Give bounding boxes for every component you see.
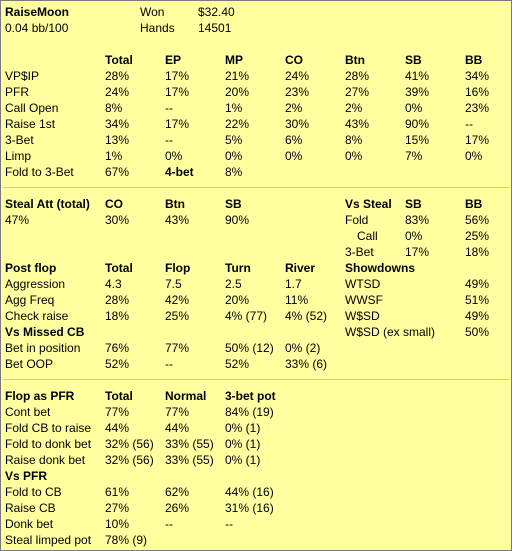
cell: 15% — [405, 133, 430, 147]
cell: 83% — [405, 213, 430, 227]
row-label: Fold — [345, 213, 369, 227]
steal-col-sb: SB — [225, 197, 242, 211]
row-label: Raise 1st — [5, 117, 56, 131]
won-label: Won — [140, 5, 165, 19]
row-label: Call Open — [5, 101, 59, 115]
row-label: Fold CB to raise — [5, 421, 92, 435]
cell: 28% — [105, 293, 130, 307]
steal-col-btn: Btn — [165, 197, 185, 211]
cell: 44% (16) — [225, 485, 274, 499]
steal-limped-label: Steal limped pot — [5, 533, 92, 547]
fold-to-3bet-value: 67% — [105, 165, 130, 179]
cell: 0% — [465, 149, 483, 163]
cell: 42% — [165, 293, 190, 307]
cell: 33% (55) — [165, 453, 214, 467]
cell: -- — [165, 133, 173, 147]
cell: 44% — [165, 421, 190, 435]
row-label: 3-Bet — [345, 245, 374, 259]
cell: 44% — [105, 421, 130, 435]
flop-pfr-col-normal: Normal — [165, 389, 207, 403]
cell: 52% — [105, 357, 130, 371]
cell: 18% — [105, 309, 130, 323]
missed-cb-title: Vs Missed CB — [5, 325, 85, 339]
hands-label: Hands — [140, 21, 175, 35]
cell: 6% — [285, 133, 303, 147]
cell: 0% — [405, 229, 423, 243]
row-label: Bet OOP — [5, 357, 54, 371]
cell: 21% — [225, 69, 250, 83]
divider — [3, 187, 509, 188]
row-label: Limp — [5, 149, 32, 163]
row-label: Check raise — [5, 309, 69, 323]
cell: 10% — [105, 517, 130, 531]
cell: 28% — [345, 69, 370, 83]
cell: 34% — [105, 117, 130, 131]
cell: 0% (2) — [285, 341, 321, 355]
row-label: Fold to CB — [5, 485, 62, 499]
cell: 25% — [165, 309, 190, 323]
row-label: W$SD — [345, 309, 380, 323]
flop-pfr-col-total: Total — [105, 389, 133, 403]
cell: 24% — [285, 69, 310, 83]
cell: -- — [165, 517, 173, 531]
cell: 1% — [105, 149, 123, 163]
row-label: Cont bet — [5, 405, 51, 419]
showdowns-title: Showdowns — [345, 261, 415, 275]
cell: 90% — [225, 213, 250, 227]
cell: 0% (1) — [225, 437, 261, 451]
cell: 7.5 — [165, 277, 182, 291]
cell: 0% — [165, 149, 183, 163]
cell: 32% (56) — [105, 453, 154, 467]
row-label: WWSF — [345, 293, 383, 307]
cell: 0% (1) — [225, 453, 261, 467]
cell: 52% — [225, 357, 250, 371]
cell: 17% — [465, 133, 490, 147]
cell: 0% — [345, 149, 363, 163]
cell: -- — [465, 117, 473, 131]
cell: 2% — [285, 101, 303, 115]
cell: 0% (1) — [225, 421, 261, 435]
cell: 26% — [165, 501, 190, 515]
col-header-sb: SB — [405, 53, 422, 67]
cell: 51% — [465, 293, 490, 307]
postflop-col-river: River — [285, 261, 316, 275]
col-header-btn: Btn — [345, 53, 365, 67]
cell: -- — [165, 101, 173, 115]
steal-limped-value: 78% (9) — [105, 533, 148, 547]
steal-col-co: CO — [105, 197, 123, 211]
cell: 43% — [165, 213, 190, 227]
cell: 4.3 — [105, 277, 122, 291]
cell: 56% — [465, 213, 490, 227]
cell: 22% — [225, 117, 250, 131]
fold-to-3bet-label: Fold to 3-Bet — [5, 165, 74, 179]
vs-pfr-title: Vs PFR — [5, 469, 48, 483]
cell: 5% — [225, 133, 243, 147]
cell: 17% — [165, 85, 190, 99]
cell: 8% — [105, 101, 123, 115]
cell: 33% (6) — [285, 357, 328, 371]
cell: 61% — [105, 485, 130, 499]
row-label: W$SD (ex small) — [345, 325, 436, 339]
cell: 41% — [405, 69, 430, 83]
cell: 30% — [105, 213, 130, 227]
four-bet-label: 4-bet — [165, 165, 194, 179]
cell: 49% — [465, 309, 490, 323]
col-header-mp: MP — [225, 53, 243, 67]
row-label: Raise donk bet — [5, 453, 86, 467]
cell: 17% — [405, 245, 430, 259]
cell: 77% — [165, 341, 190, 355]
cell: 17% — [165, 69, 190, 83]
row-label: WTSD — [345, 277, 381, 291]
cell: 7% — [405, 149, 423, 163]
cell: 33% (55) — [165, 437, 214, 451]
cell: 13% — [105, 133, 130, 147]
cell: 17% — [165, 117, 190, 131]
cell: 20% — [225, 293, 250, 307]
steal-total: 47% — [5, 213, 30, 227]
cell: 18% — [465, 245, 490, 259]
cell: 20% — [225, 85, 250, 99]
cell: 77% — [105, 405, 130, 419]
cell: 76% — [105, 341, 130, 355]
vs-steal-title: Vs Steal — [345, 197, 392, 211]
cell: 24% — [105, 85, 130, 99]
four-bet-value: 8% — [225, 165, 243, 179]
vs-steal-col-bb: BB — [465, 197, 483, 211]
row-label: Raise CB — [5, 501, 56, 515]
cell: 30% — [285, 117, 310, 131]
row-label: Fold to donk bet — [5, 437, 92, 451]
cell: 27% — [105, 501, 130, 515]
cell: 1% — [225, 101, 243, 115]
hands-value: 14501 — [198, 21, 232, 35]
row-label: Call — [357, 229, 378, 243]
flop-pfr-title: Flop as PFR — [5, 389, 75, 403]
cell: 0% — [405, 101, 423, 115]
cell: 50% — [465, 325, 490, 339]
cell: 25% — [465, 229, 490, 243]
cell: 16% — [465, 85, 490, 99]
postflop-col-total: Total — [105, 261, 133, 275]
postflop-col-turn: Turn — [225, 261, 251, 275]
cell: 4% (52) — [285, 309, 328, 323]
cell: 8% — [345, 133, 363, 147]
cell: 1.7 — [285, 277, 302, 291]
row-label: 3-Bet — [5, 133, 34, 147]
cell: 28% — [105, 69, 130, 83]
bb-rate: 0.04 bb/100 — [5, 21, 69, 35]
vs-steal-col-sb: SB — [405, 197, 422, 211]
cell: 62% — [165, 485, 190, 499]
cell: 31% (16) — [225, 501, 274, 515]
postflop-col-flop: Flop — [165, 261, 191, 275]
cell: 0% — [285, 149, 303, 163]
row-label: Aggression — [5, 277, 66, 291]
cell: 27% — [345, 85, 370, 99]
col-header-total: Total — [105, 53, 133, 67]
cell: 50% (12) — [225, 341, 274, 355]
cell: 0% — [225, 149, 243, 163]
cell: 23% — [285, 85, 310, 99]
cell: -- — [225, 517, 233, 531]
player-name: RaiseMoon — [5, 5, 70, 19]
divider — [3, 379, 509, 380]
col-header-bb: BB — [465, 53, 483, 67]
cell: 43% — [345, 117, 370, 131]
won-value: $32.40 — [198, 5, 235, 19]
col-header-ep: EP — [165, 53, 182, 67]
cell: 11% — [285, 293, 309, 307]
row-label: VP$IP — [5, 69, 40, 83]
cell: 49% — [465, 277, 490, 291]
row-label: Bet in position — [5, 341, 81, 355]
cell: 90% — [405, 117, 430, 131]
cell: 23% — [465, 101, 490, 115]
cell: 77% — [165, 405, 190, 419]
steal-title: Steal Att (total) — [5, 197, 90, 211]
cell: -- — [165, 357, 173, 371]
row-label: Agg Freq — [5, 293, 55, 307]
col-header-co: CO — [285, 53, 303, 67]
flop-pfr-col-3bet: 3-bet pot — [225, 389, 276, 403]
cell: 84% (19) — [225, 405, 274, 419]
row-label: PFR — [5, 85, 29, 99]
cell: 32% (56) — [105, 437, 154, 451]
cell: 2.5 — [225, 277, 242, 291]
cell: 4% (77) — [225, 309, 268, 323]
row-label: Donk bet — [5, 517, 54, 531]
cell: 2% — [345, 101, 363, 115]
cell: 34% — [465, 69, 490, 83]
postflop-title: Post flop — [5, 261, 57, 275]
cell: 39% — [405, 85, 430, 99]
